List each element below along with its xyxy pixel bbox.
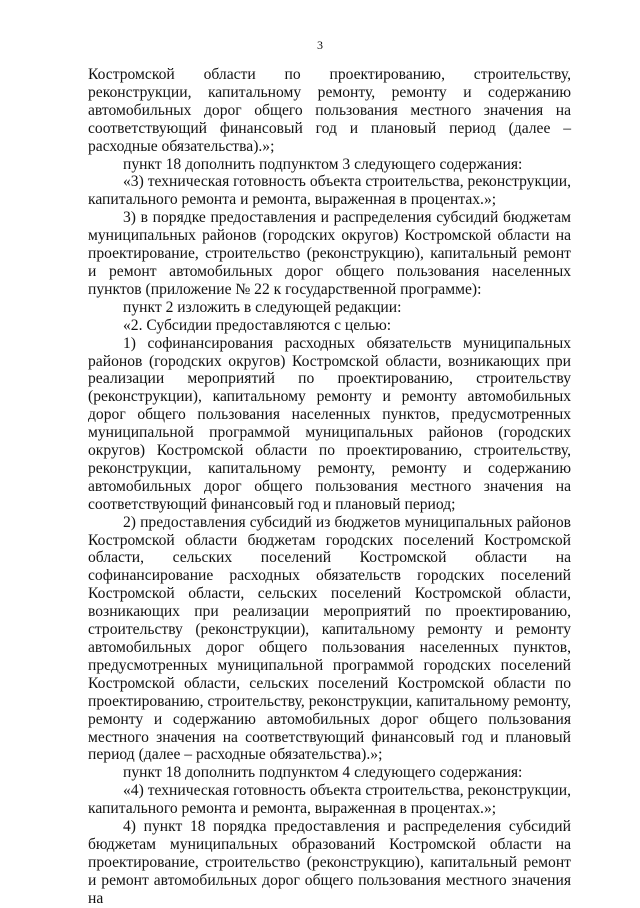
paragraph-quote-point-2: «2. Субсидии предоставляются с целью: [123,316,392,334]
paragraph-amend-point-2: пункт 2 изложить в следующей редакции: [123,298,402,316]
paragraph-subitem-1-cofinancing: 1) софинансирования расходных обязательств муниципальных районов (городских округов) Костромской области, возникающих при реализации мероприятий по проектированию, строительству (реконструкции), капитальному ремонту и ремонту автомобильных дорог общего пользования населенных пунктов, предусмотренных муниципальной программой муниципальных районов (городских округов) Костромской области по проектированию, строительству, реконструкции, капитальному ремонту, ремонту и содержанию автомобильных дорог общего пользования местного значения на соответствующий финансовый год и плановый период; [88,334,571,513]
paragraph-item-3-subsidy-procedure: 3) в порядке предоставления и распределения субсидий бюджетам муниципальных районов (городских округов) Костромской области на проектирование, строительство (реконструкцию), капитальный ремонт и ремонт автомобильных дорог общего пользования населенных пунктов (приложение № 22 к государственной программе): [88,209,571,298]
paragraph-quote-subpoint-4: «4) техническая готовность объекта строительства, реконструкции, капитального ремонта и ремонта, выраженная в процентах.»; [88,782,571,818]
paragraph-continuation: Костромской области по проектированию, строительству, реконструкции, капитальному ремонту, ремонту и содержанию автомобильных дорог общего пользования местного значения на соответствующий финансовый год и плановый период (далее – расходные обязательства).»; [88,66,571,155]
page-number: 3 [317,38,323,52]
paragraph-amend-point-18-sub-3: пункт 18 дополнить подпунктом 3 следующего содержания: [123,155,523,173]
paragraph-subitem-2-subsidies: 2) предоставления субсидий из бюджетов муниципальных районов Костромской области бюджетам городских поселений Костромской области, сельских поселений Костромской области на софинансирование расходных обязательств городских поселений Костромской области, сельских поселений Костромской области, возникающих при реализации мероприятий по проектированию, строительству (реконструкции), капитальному ремонту и ремонту автомобильных дорог общего пользования населенных пунктов, предусмотренных муниципальной программой городских поселений Костромской области, сельских поселений Костромской области по проектированию, строительству, реконструкции, капитальному ремонту, ремонту и содержанию автомобильных дорог общего пользования местного значения на соответствующий финансовый год и плановый период (далее – расходные обязательства).»; [88,513,571,764]
paragraph-amend-point-18-sub-4: пункт 18 дополнить подпунктом 4 следующего содержания: [123,764,523,782]
document-body [88,66,571,908]
paragraph-quote-subpoint-3: «3) техническая готовность объекта строительства, реконструкции, капитального ремонта и ремонта, выраженная в процентах.»; [88,173,571,209]
paragraph-item-4-point-18: 4) пункт 18 порядка предоставления и распределения субсидий бюджетам муниципальных образований Костромской области на проектирование, строительство (реконструкцию), капитальный ремонт и ремонт автомобильных дорог общего пользования местного значения на [88,818,571,907]
